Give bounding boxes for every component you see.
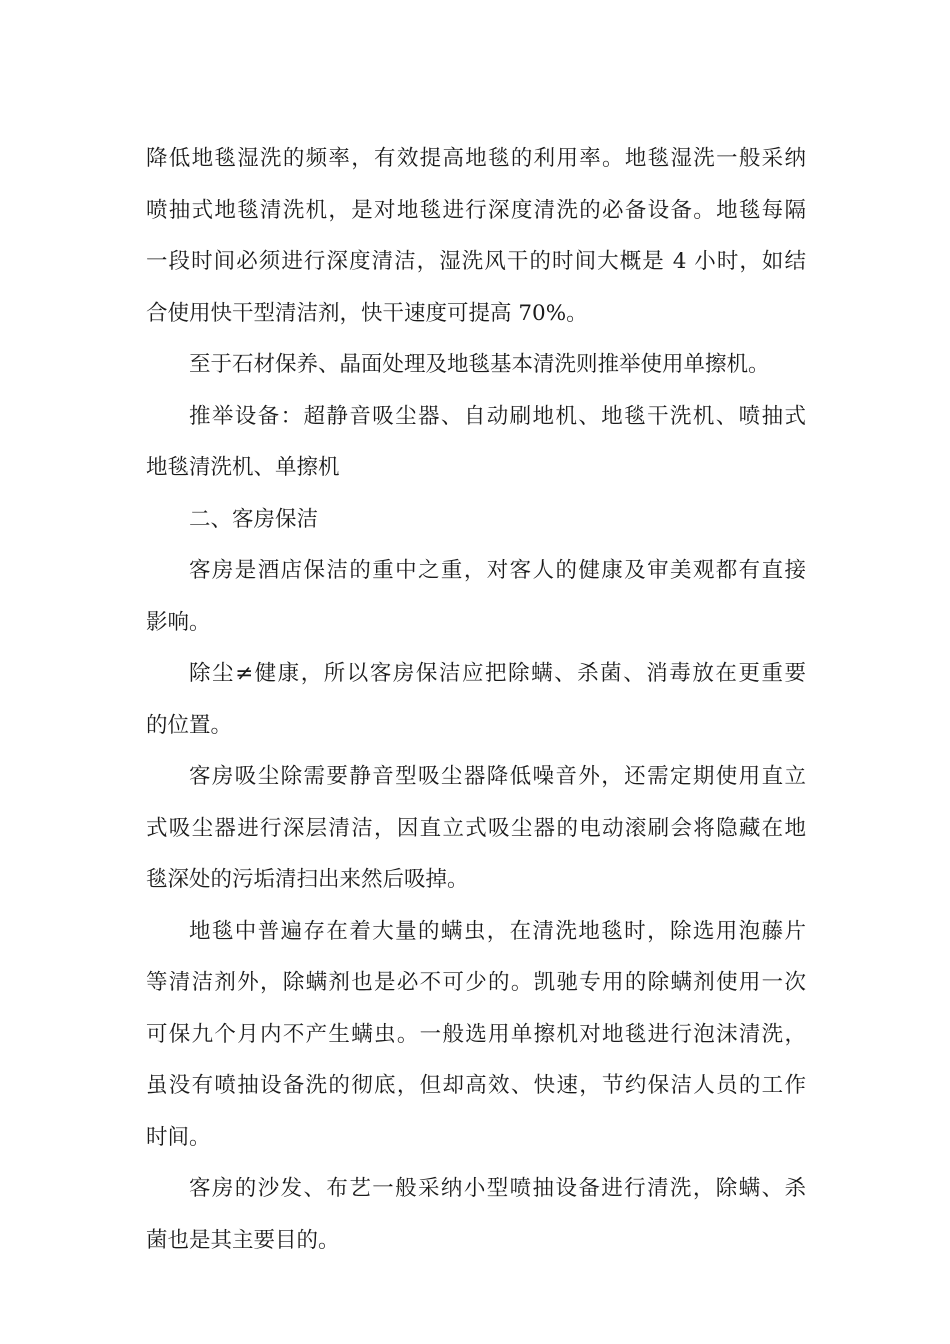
paragraph-guest-room-importance	[146, 545, 806, 648]
text-line: 影响。	[146, 609, 211, 635]
text-line: 除尘≠健康，所以客房保洁应把除螨、杀菌、消毒放在更重要	[189, 661, 806, 686]
text-line: 客房吸尘除需要静音型吸尘器降低噪音外，还需定期使用直立	[189, 764, 806, 789]
text-line: 喷抽式地毯清洗机，是对地毯进行深度清洗的必备设备。地毯每隔	[146, 197, 806, 223]
document-body	[146, 133, 806, 1266]
section-heading: 二、客房保洁	[189, 506, 319, 532]
paragraph-recommended-equipment	[146, 391, 806, 494]
paragraph-carpet-wash	[146, 133, 806, 339]
paragraph-vacuum	[146, 751, 806, 906]
text-line: 客房的沙发、布艺一般采纳小型喷抽设备进行清洗，除螨、杀	[189, 1176, 806, 1201]
text-line: 式吸尘器进行深层清洁，因直立式吸尘器的电动滚刷会将隐藏在地	[146, 815, 806, 841]
text-line: 可保九个月内不产生螨虫。一般选用单擦机对地毯进行泡沫清洗，	[146, 1021, 806, 1047]
text-line: 时间。	[146, 1124, 211, 1150]
text-line: 地毯清洗机、单擦机	[146, 455, 340, 480]
text-line: 推举设备：超静音吸尘器、自动刷地机、地毯干洗机、喷抽式	[189, 403, 806, 429]
text-line: 地毯中普遍存在着大量的螨虫，在清洗地毯时，除选用泡藤片	[189, 918, 806, 944]
text-line: 降低地毯湿洗的频率，有效提高地毯的利用率。地毯湿洗一般采纳	[146, 146, 806, 171]
paragraph-mites	[146, 906, 806, 1164]
text-line: 客房是酒店保洁的重中之重，对客人的健康及审美观都有直接	[189, 558, 806, 583]
text-line: 合使用快干型清洁剂，快干速度可提高 70%。	[146, 300, 588, 326]
text-line: 虽没有喷抽设备洗的彻底，但却高效、快速，节约保洁人员的工作	[146, 1073, 806, 1098]
text-line: 的位置。	[146, 712, 233, 738]
text-line: 至于石材保养、晶面处理及地毯基本清洗则推举使用单擦机。	[189, 352, 770, 377]
text-line: 菌也是其主要目的。	[146, 1227, 340, 1253]
text-line: 毯深处的污垢清扫出来然后吸掉。	[146, 867, 469, 892]
paragraph-stone-care	[146, 339, 806, 391]
section-heading-guest-room-cleaning	[146, 494, 806, 546]
paragraph-sofa-fabric	[146, 1163, 806, 1266]
paragraph-dust-removal	[146, 648, 806, 751]
text-line: 一段时间必须进行深度清洁，湿洗风干的时间大概是 4 小时，如结	[146, 249, 806, 274]
text-line: 等清洁剂外，除螨剂也是必不可少的。凯驰专用的除螨剂使用一次	[146, 970, 806, 995]
